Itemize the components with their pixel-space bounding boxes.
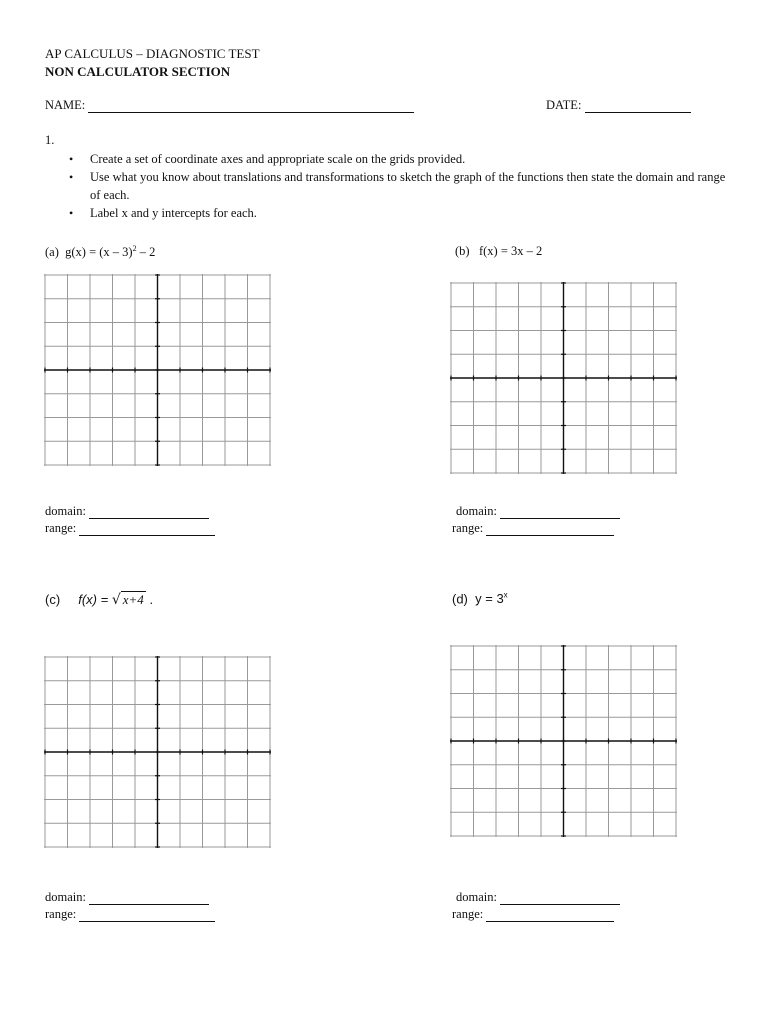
grid-d[interactable] [450,645,677,837]
instruction-item: • Create a set of coordinate axes and appropriate scale on the grids provided. [45,150,735,168]
part-d-label [452,591,508,606]
grid-b[interactable] [450,282,677,474]
part-d-letter: (d) [452,591,468,607]
part-b-range[interactable]: range: [452,521,614,536]
part-c-function: f(x) = √ x+4 . [78,592,154,608]
part-a-domain[interactable]: domain: [45,504,209,519]
question-number: 1. [45,133,55,147]
date-blank[interactable] [585,99,691,113]
part-c-label [45,591,153,608]
name-blank[interactable] [88,99,414,113]
part-d-domain[interactable]: domain: [456,890,620,905]
part-a-letter: (a) [45,245,59,260]
part-d-range[interactable]: range: [452,907,614,922]
part-b-letter: (b) [455,244,470,258]
section-title: NON CALCULATOR SECTION [45,64,231,79]
part-b-label [455,244,542,259]
part-b-domain[interactable]: domain: [456,504,620,519]
grid-a[interactable] [44,274,271,466]
instruction-list [45,150,735,222]
part-d-function: $y = 3^x$ [475,591,508,607]
instruction-item: • Label x and y intercepts for each. [45,204,735,222]
date-label: DATE: [546,98,582,112]
name-field[interactable] [45,98,414,113]
part-c-domain[interactable]: domain: [45,890,209,905]
part-b-function: f(x) = 3x – 2 [478,244,543,258]
name-label: NAME: [45,98,86,112]
part-a-function: g(x) = (x – 3)$^2$ – 2 [65,244,156,260]
instruction-item: • Use what you know about translations and transformations to sketch the graph of the functions then state the domain and range of each. [45,168,735,204]
part-c-letter: (c) [45,592,61,607]
part-a-label [45,244,155,260]
part-c-range[interactable]: range: [45,907,215,922]
test-title: AP CALCULUS – DIAGNOSTIC TEST [45,46,260,61]
part-a-range[interactable]: range: [45,521,215,536]
grid-c[interactable] [44,656,271,848]
date-field[interactable] [546,98,691,113]
